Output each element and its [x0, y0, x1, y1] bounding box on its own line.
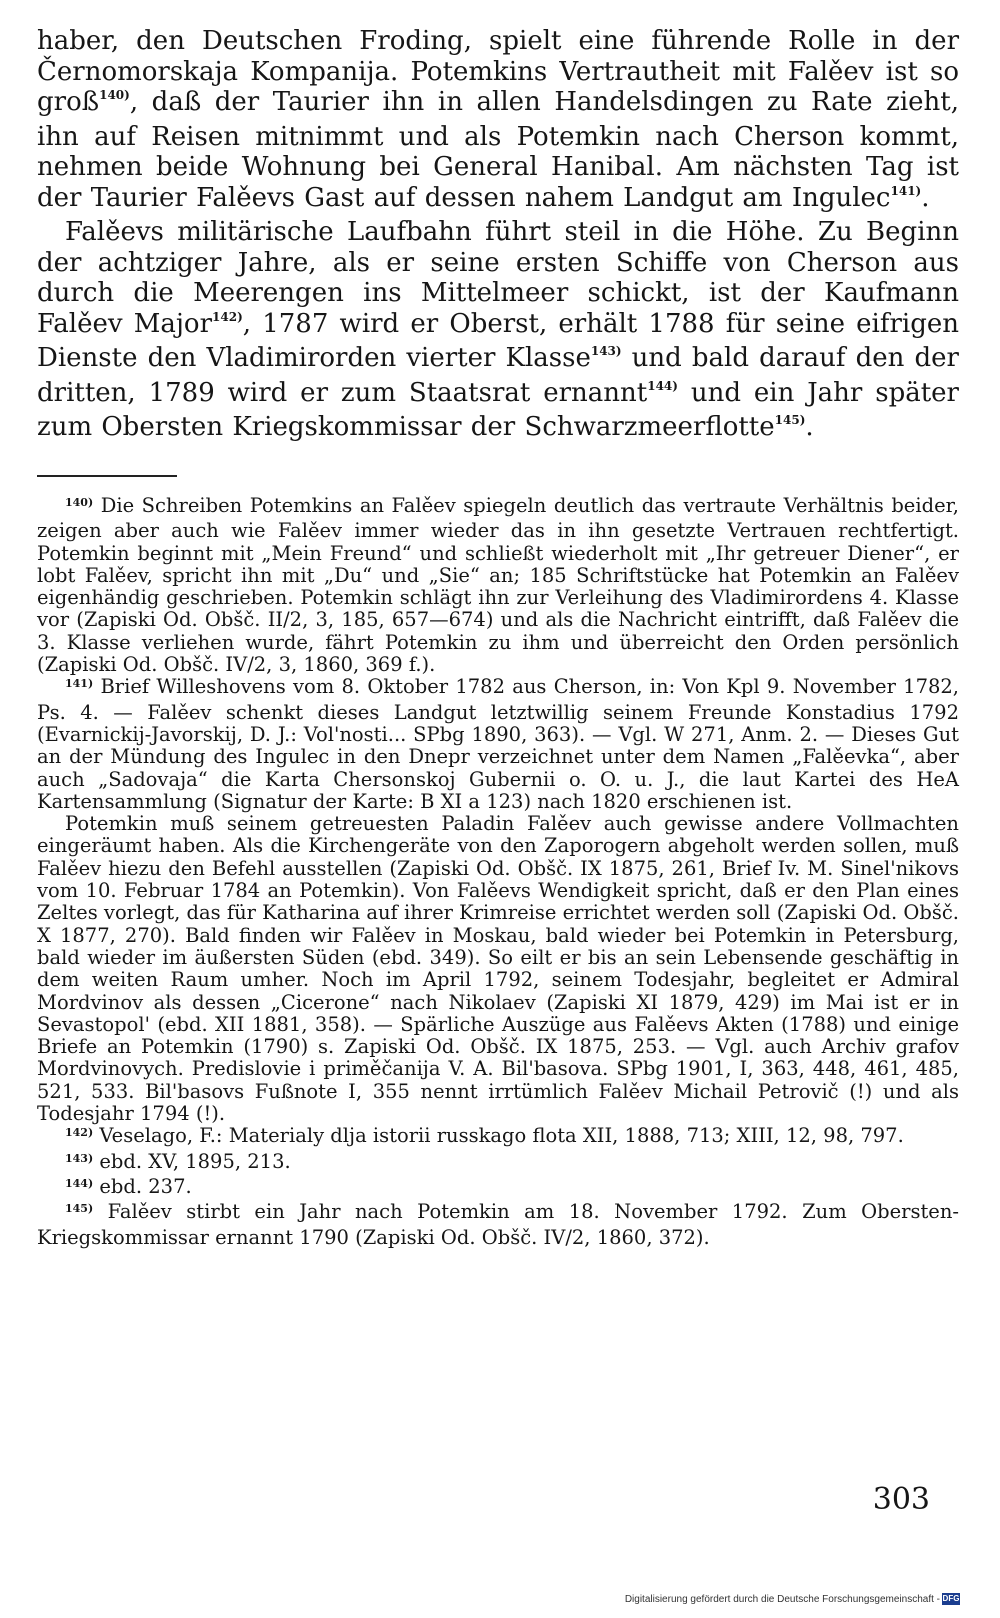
footnote-145 — [37, 1201, 959, 1249]
footnote-144-number: 144) — [65, 1176, 94, 1190]
paragraph-2 — [37, 217, 959, 447]
digitization-credit: Digitalisierung gefördert durch die Deutsche Forschungsgemeinschaft - — [624, 1594, 940, 1605]
paragraph-2-text-b: , 1787 wird er Oberst, erhält 1788 für seine eifrigen Dienste den Vladimirorden vierter Klasse — [37, 308, 959, 373]
footnote-144 — [37, 1176, 959, 1201]
footnote-ref-142[interactable]: 142) — [212, 309, 243, 324]
footnotes — [37, 495, 959, 1249]
footnote-142 — [37, 1125, 959, 1150]
footnote-140-text: Die Schreiben Potemkins an Falěev spiegeln deutlich das vertraute Verhältnis beider, zeigen aber auch wie Falěev immer wieder das in ihn gesetzte Vertrauen rechtfertigt. Potemkin beginnt mit „Mein Freund“ und schließt wiederholt mit „Ihr getreuer Diener“, er lobt Falěev, spricht ihn mit „Du“ und „Sie“ an; 185 Schriftstücke hat Potemkin an Falěev eigenhändig geschrieben. Potemkin schlägt ihn zur Verleihung des Vladimirordens 4. Klasse vor (Zapiski Od. Obšč. II/2, 3, 185, 657—674) und als die Nachricht eintrifft, daß Falěev die 3. Klasse verliehen wurde, fährt Potemkin zu ihm und überreicht den Orden persönlich (Zapiski Od. Obšč. IV/2, 3, 1860, 369 f.). — [37, 494, 959, 677]
footnote-144-text: ebd. 237. — [99, 1174, 192, 1198]
paragraph-2-text-c: und bald darauf den der dritten, 1789 wird er zum Staatsrat ernannt — [37, 343, 959, 408]
dfg-logo: DFG — [942, 1594, 960, 1603]
footnote-ref-145[interactable]: 145) — [774, 413, 806, 427]
page-number: 303 — [872, 1482, 930, 1517]
paragraph-1-text-a: haber, den Deutschen Froding, spielt eine führende Rolle in der Černomorskaja Kompanija. Potemkins Vertrautheit mit Falěev ist so groß — [37, 26, 959, 117]
footnote-divider — [37, 475, 177, 477]
footnote-145-text: Falěev stirbt ein Jahr nach Potemkin am 18. November 1792. Zum Obersten-Kriegskommissar ernannt 1790 (Zapiski Od. Obšč. IV/2, 1860, 372). — [37, 1200, 959, 1249]
paragraph-2-text-d: und ein Jahr später zum Obersten Kriegskommissar der Schwarzmeerflotte — [37, 377, 959, 442]
paragraph-2-text-end: . — [805, 412, 814, 442]
footnote-143 — [37, 1151, 959, 1176]
footnote-ref-141[interactable]: 141) — [890, 183, 922, 198]
footnote-142-number: 142) — [65, 1126, 94, 1140]
paragraph-1-text-b: , daß der Taurier ihn in allen Handelsdingen zu Rate zieht, ihn auf Reisen mitnimmt und als Potemkin nach Cherson kommt, nehmen beide Wohnung bei General Hanibal. Am nächsten Tag ist der Taurier Falěevs Gast auf dessen nahem Landgut am Ingulec — [37, 87, 959, 213]
footnote-143-number: 143) — [65, 1151, 94, 1165]
footnote-143-text: ebd. XV, 1895, 213. — [99, 1149, 291, 1173]
paragraph-1-text-end: . — [921, 182, 930, 213]
main-text — [37, 26, 959, 447]
paragraph-1 — [37, 26, 959, 217]
footnote-ref-140[interactable]: 140) — [99, 88, 130, 102]
footnote-141 — [37, 676, 959, 813]
footnote-142-text: Veselago, F.: Materialy dlja istorii russkago flota XII, 1888, 713; XIII, 12, 98, 797. — [99, 1124, 904, 1148]
footnote-141-continuation: Potemkin muß seinem getreuesten Paladin Falěev auch gewisse andere Vollmachten eingeräumt haben. Als die Kirchengeräte von den Zaporogern abgeholt werden sollen, muß Falěev hiezu den Befehl ausstellen (Zapiski Od. Obšč. IX 1875, 261, Brief Iv. M. Sinel'nikovs vom 10. Februar 1784 an Potemkin). Von Falěevs Wendigkeit spricht, daß er den Plan eines Zeltes vorlegt, das für Katharina auf ihrer Krimreise errichtet werden soll (Zapiski Od. Obšč. X 1877, 270). Bald finden wir Falěev in Moskau, bald wieder bei Potemkin in Petersburg, bald wieder im äußersten Süden (ebd. 349). So eilt er bis an sein Lebensende geschäftig in dem weiten Raum umher. Noch im April 1792, seinem Todesjahr, begleitet er Admiral Mordvinov als dessen „Cicerone“ nach Nikolaev (Zapiski XI 1879, 429) im Mai ist er in Sevastopol' (ebd. XII 1881, 358). — Spärliche Auszüge aus Falěevs Akten (1788) und einige Briefe an Potemkin (1790) s. Zapiski Od. Obšč. IX 1875, 253. — Vgl. auch Archiv grafov Mordvinovych. Predislovie i priměčanija V. A. Bil'basova. SPbg 1901, I, 363, 448, 461, 485, 521, 533. Bil'basovs Fußnote I, 355 nennt irrtümlich Falěev Michail Petrovič (!) und als Todesjahr 1794 (!). — [37, 812, 959, 1126]
footnote-141-number: 141) — [65, 677, 94, 691]
footnote-ref-144[interactable]: 144) — [647, 378, 678, 393]
footnote-140-number: 140) — [65, 496, 94, 509]
footnote-ref-143[interactable]: 143) — [590, 344, 622, 358]
footnote-140 — [37, 495, 959, 676]
paragraph-2-text-a: Falěevs militärische Laufbahn führt steil in die Höhe. Zu Beginn der achtziger Jahre, als er seine ersten Schiffe von Cherson aus durch die Meerengen ins Mittelmeer schickt, ist der Kaufmann Falěev Major — [37, 217, 959, 339]
footnote-145-number: 145) — [65, 1202, 94, 1216]
footnote-141-text: Brief Willeshovens vom 8. Oktober 1782 aus Cherson, in: Von Kpl 9. November 1782, Ps. 4. — Falěev schenkt dieses Landgut letztwillig seinem Freunde Konstadius 1792 (Evarnickij-Javorskij, D. J.: Vol'nosti... SPbg 1890, 363). — Vgl. W 271, Anm. 2. — Dieses Gut an der Mündung des Ingulec in den Dnepr verzeichnet unter dem Namen „Falěevka“, aber auch „Sadovaja“ die Karta Chersonskoj Gubernii o. O. u. J., die laut Kartei des HeA Kartensammlung (Signatur der Karte: B XI a 123) nach 1820 erschienen ist. — [37, 675, 959, 813]
